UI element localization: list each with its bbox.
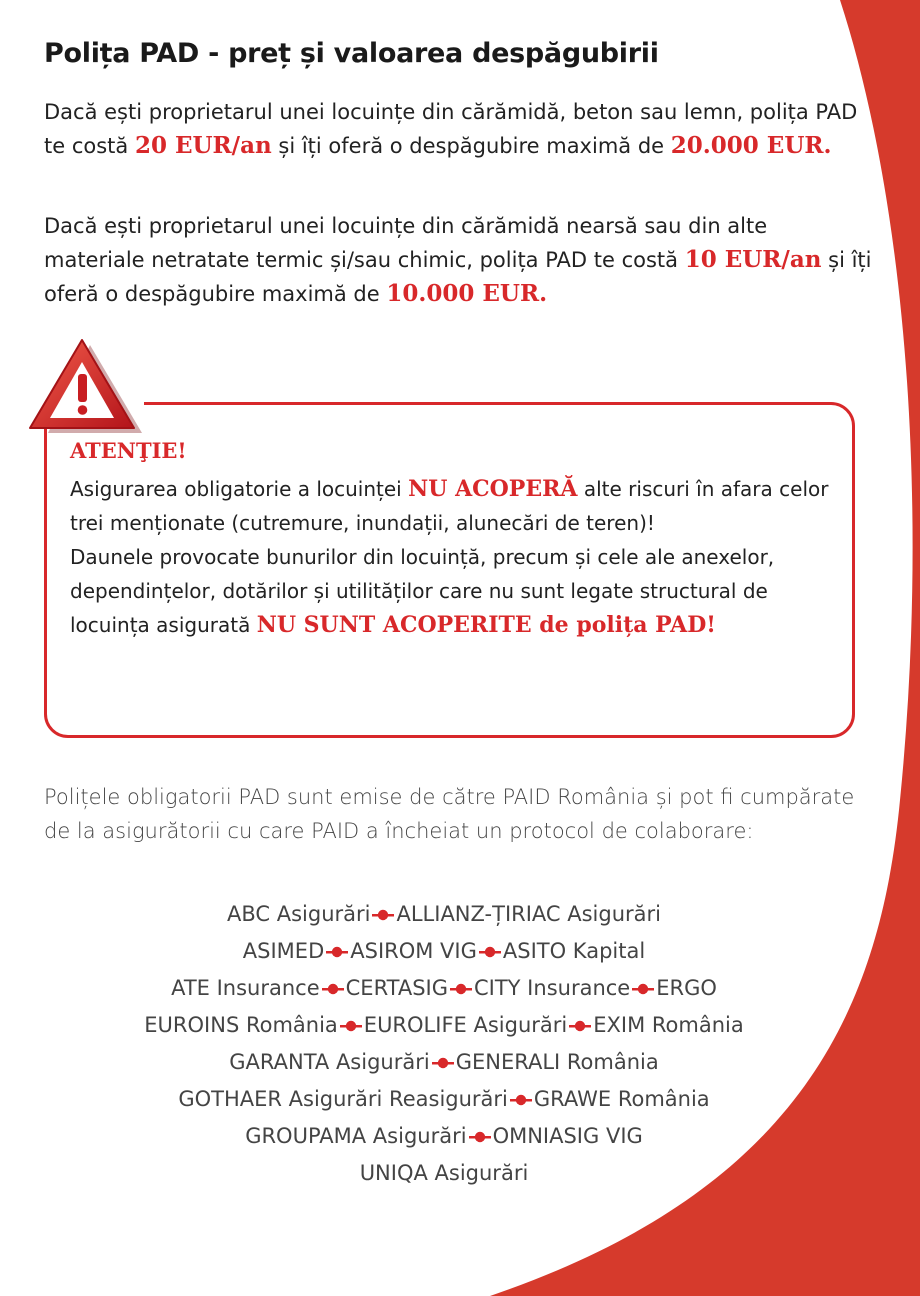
insurer-name: CITY Insurance [474, 976, 631, 1000]
insurer-name: ASIROM VIG [350, 939, 477, 963]
insurers-line-6 [44, 1081, 844, 1118]
insurer-name: GOTHAER Asigurări Reasigurări [178, 1087, 508, 1111]
not-covered-pad-emphasis: NU SUNT ACOPERITE de polița PAD! [256, 612, 716, 638]
warning-text: Asigurarea obligatorie a locuinței NU ACOPERĂ alte riscuri în afara celor trei menționate (cutremure, inundații, alunecări de teren)! Daunele provocate bunurilor din locuință, precum și cele ale anexelor, dependințelor, dotărilor și utilităților care nu sunt legate structural de locuința asigurată NU SUNT ACOPERITE de polița PAD! [70, 476, 829, 638]
issuers-paragraph: Polițele obligatorii PAD sunt emise de către PAID România și pot fi cumpărate de la asigurătorii cu care PAID a încheiat un protocol de colaborare: [44, 785, 855, 843]
coverage-10000: 10.000 EUR. [386, 280, 548, 307]
insurer-name: UNIQA Asigurări [359, 1161, 529, 1185]
insurer-name: GROUPAMA Asigurări [245, 1124, 467, 1148]
insurer-name: GENERALI România [455, 1050, 659, 1074]
red-dot-separator-icon [479, 945, 501, 959]
insurers-line-7 [44, 1118, 844, 1155]
insurers-line-5 [44, 1044, 844, 1081]
price-10: 10 EUR/an [684, 246, 822, 273]
insurer-name: EUROINS România [144, 1013, 338, 1037]
price-20: 20 EUR/an [134, 132, 272, 159]
not-covered-emphasis: NU ACOPERĂ [408, 476, 578, 502]
insurers-line-4 [44, 1007, 844, 1044]
warning-heading: ATENŢIE! [70, 438, 187, 463]
red-dot-separator-icon [432, 1056, 454, 1070]
page-title: Polița PAD - preț și valoarea despăgubirii [44, 38, 659, 69]
insurer-name: CERTASIG [345, 976, 448, 1000]
insurer-name: ASITO Kapital [502, 939, 646, 963]
paragraph-brick-concrete: Dacă ești proprietarul unei locuințe din cărămidă, beton sau lemn, polița PAD te costă 20 EUR/an și îți oferă o despăgubire maximă de 20.000 EUR. [44, 100, 858, 159]
insurers-line-1 [44, 896, 844, 933]
insurer-name: GRAWE România [533, 1087, 710, 1111]
red-dot-separator-icon [450, 982, 472, 996]
insurer-name: ALLIANZ-ȚIRIAC Asigurări [396, 902, 662, 926]
insurer-name: ASIMED [242, 939, 325, 963]
insurer-name: GARANTA Asigurări [229, 1050, 430, 1074]
red-dot-separator-icon [372, 908, 394, 922]
insurer-name: ATE Insurance [171, 976, 320, 1000]
insurers-line-2 [44, 933, 844, 970]
insurer-name: ABC Asigurări [226, 902, 371, 926]
insurer-name: ERGO [656, 976, 717, 1000]
insurer-name: OMNIASIG VIG [492, 1124, 643, 1148]
red-dot-separator-icon [322, 982, 344, 996]
red-dot-separator-icon [469, 1130, 491, 1144]
insurers-line-3 [44, 970, 844, 1007]
coverage-20000: 20.000 EUR. [670, 132, 832, 159]
insurer-name: EXIM România [593, 1013, 744, 1037]
paragraph-unburnt-brick: Dacă ești proprietarul unei locuințe din cărămidă nearsă sau din alte materiale netratate termic și/sau chimic, polița PAD te costă 10 EUR/an și îți oferă o despăgubire maximă de 10.000 EUR. [44, 214, 872, 307]
red-dot-separator-icon [569, 1019, 591, 1033]
red-dot-separator-icon [340, 1019, 362, 1033]
red-dot-separator-icon [632, 982, 654, 996]
red-dot-separator-icon [510, 1093, 532, 1107]
insurer-name: EUROLIFE Asigurări [363, 1013, 568, 1037]
red-dot-separator-icon [326, 945, 348, 959]
insurers-list [44, 896, 844, 1192]
warning-triangle-icon [26, 336, 142, 436]
insurers-line-8 [44, 1155, 844, 1192]
